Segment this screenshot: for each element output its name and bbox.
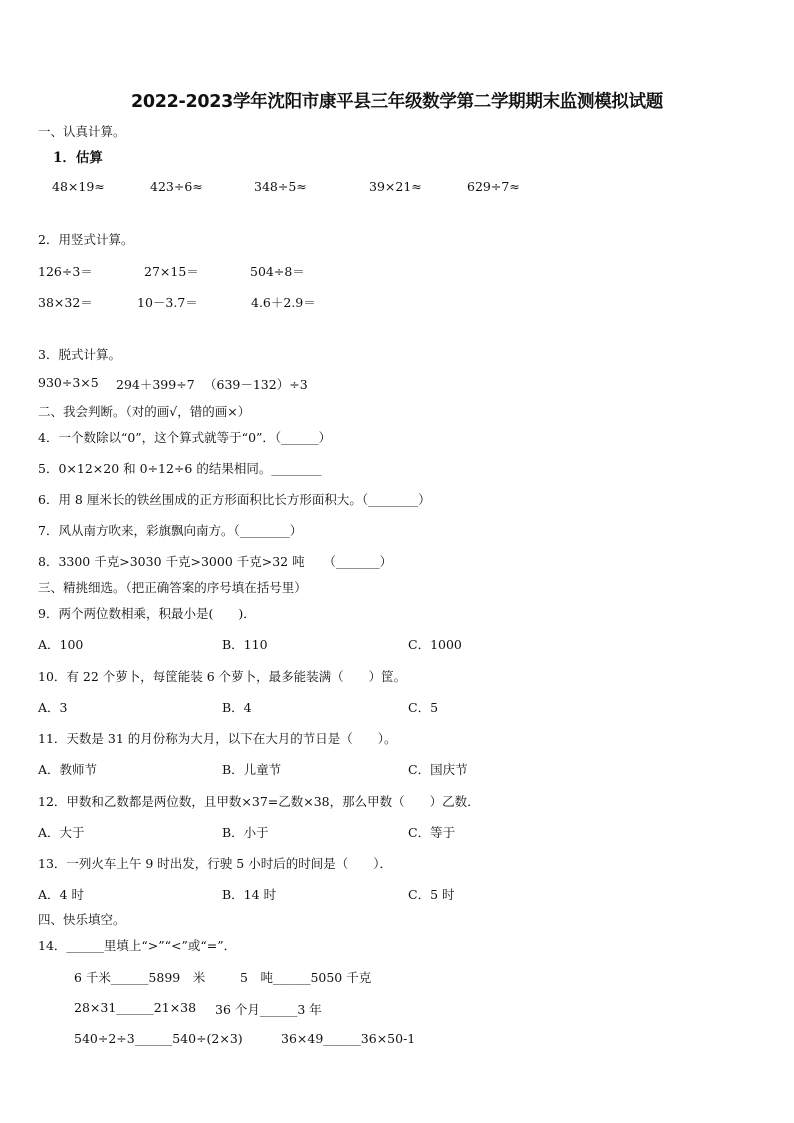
question-1-label: 1．估算: [53, 150, 103, 166]
page-title: 2022-2023学年沈阳市康平县三年级数学第二学期期末监测模拟试题: [131, 92, 663, 112]
choice-option: C．5: [408, 700, 439, 715]
estimate-item: 39×21≈: [369, 179, 422, 194]
choice-question-stem: 10．有 22 个萝卜，每筐能装 6 个萝卜，最多能装满（ ）筐。: [38, 669, 407, 684]
choice-question-stem: 12．甲数和乙数都是两位数，且甲数×37=乙数×38，那么甲数（ ）乙数．: [38, 794, 480, 809]
vertical-calc-item: 10－3.7＝: [137, 295, 198, 310]
section-heading-2: 二、我会判断。（对的画√，错的画×）: [38, 404, 251, 419]
choice-option: C．1000: [408, 637, 462, 652]
estimate-item: 348÷5≈: [254, 179, 307, 194]
compare-item: 6 千米______5899 米: [74, 970, 206, 985]
choice-question-stem: 11．天数是 31 的月份称为大月，以下在大月的节日是（ ）。: [38, 731, 397, 746]
vertical-calc-item: 126÷3＝: [38, 264, 93, 279]
estimate-item: 629÷7≈: [467, 179, 520, 194]
step-calc-item: （639－132）÷3: [204, 377, 308, 392]
estimate-item: 48×19≈: [52, 179, 105, 194]
judge-question: 4．一个数除以“0”，这个算式就等于“0”．（______）: [38, 430, 332, 445]
choice-question-stem: 13．一列火车上午 9 时出发，行驶 5 小时后的时间是（ ）．: [38, 856, 392, 871]
choice-option: A．3: [38, 700, 68, 715]
judge-question: 8．3300 千克>3030 千克>3000 千克>32 吨 （_______）: [38, 554, 393, 569]
compare-item: 36 个月______3 年: [215, 1002, 322, 1017]
question-3-label: 3．脱式计算。: [38, 347, 121, 362]
judge-question: 7．风从南方吹来，彩旗飘向南方。（________）: [38, 523, 303, 538]
choice-option: A．4 时: [38, 887, 84, 902]
step-calc-item: 294＋399÷7: [116, 377, 195, 392]
section-heading-4: 四、快乐填空。: [38, 912, 126, 927]
step-calc-item: 930÷3×5: [38, 375, 99, 390]
vertical-calc-item: 27×15＝: [144, 264, 199, 279]
choice-option: A．教师节: [38, 762, 98, 777]
question-14-label: 14．______里填上“>”“<”或“=”．: [38, 938, 237, 953]
choice-option: A．大于: [38, 825, 85, 840]
choice-question-stem: 9．两个两位数相乘，积最小是( )．: [38, 606, 256, 621]
choice-option: B．110: [222, 637, 268, 652]
judge-question: 5．0×12×20 和 0÷12÷6 的结果相同。________: [38, 461, 322, 476]
compare-item: 36×49______36×50-1: [281, 1031, 416, 1046]
estimate-item: 423÷6≈: [150, 179, 203, 194]
judge-question: 6．用 8 厘米长的铁丝围成的正方形面积比长方形面积大。（________）: [38, 492, 431, 507]
compare-item: 5 吨______5050 千克: [240, 970, 372, 985]
choice-option: B．4: [222, 700, 252, 715]
choice-option: C．国庆节: [408, 762, 468, 777]
choice-option: A．100: [38, 637, 84, 652]
choice-option: B．儿童节: [222, 762, 282, 777]
vertical-calc-item: 4.6＋2.9＝: [251, 295, 316, 310]
choice-option: B．小于: [222, 825, 269, 840]
section-heading-1: 一、认真计算。: [38, 124, 126, 139]
vertical-calc-item: 504÷8＝: [250, 264, 305, 279]
compare-item: 28×31______21×38: [74, 1000, 197, 1015]
compare-item: 540÷2÷3______540÷(2×3): [74, 1031, 243, 1046]
choice-option: C．5 时: [408, 887, 455, 902]
choice-option: C．等于: [408, 825, 456, 840]
vertical-calc-item: 38×32＝: [38, 295, 93, 310]
choice-option: B．14 时: [222, 887, 277, 902]
question-2-label: 2．用竖式计算。: [38, 232, 134, 247]
section-heading-3: 三、精挑细选。（把正确答案的序号填在括号里）: [38, 580, 307, 595]
